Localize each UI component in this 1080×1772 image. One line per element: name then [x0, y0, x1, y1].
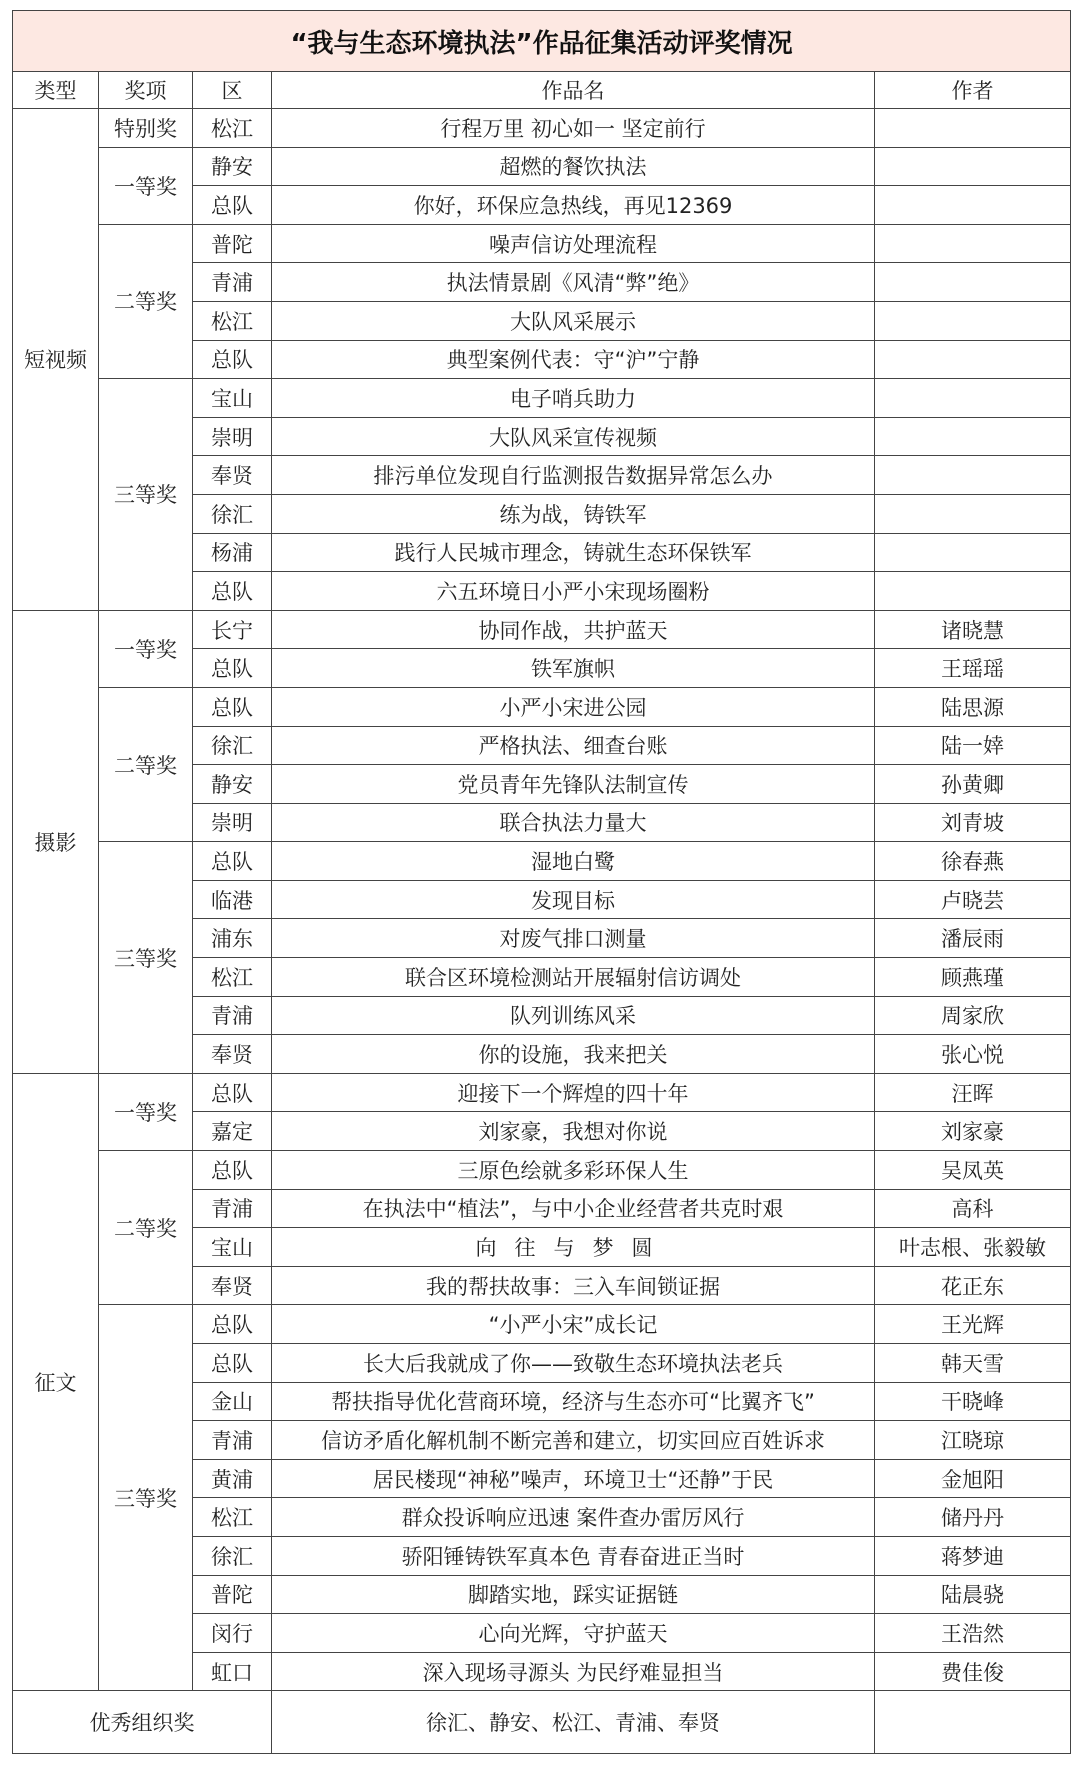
- work-title-cell: 电子哨兵助力: [272, 379, 875, 418]
- district-cell: 闵行: [193, 1614, 272, 1653]
- work-title-cell: 六五环境日小严小宋现场圈粉: [272, 572, 875, 611]
- work-title-cell: 铁军旗帜: [272, 649, 875, 688]
- district-cell: 总队: [193, 340, 272, 379]
- table-row: [13, 1151, 1071, 1190]
- author-cell: 干晓峰: [875, 1382, 1071, 1421]
- author-cell: 花正东: [875, 1266, 1071, 1305]
- table-row: [13, 147, 1071, 186]
- district-cell: 静安: [193, 147, 272, 186]
- district-cell: 松江: [193, 958, 272, 997]
- work-title-cell: 骄阳锤铸铁军真本色 青春奋进正当时: [272, 1536, 875, 1575]
- organization-award-author: [875, 1691, 1071, 1754]
- work-title-cell: 协同作战，共护蓝天: [272, 610, 875, 649]
- work-title-cell: 对废气排口测量: [272, 919, 875, 958]
- district-cell: 总队: [193, 1073, 272, 1112]
- author-cell: 高科: [875, 1189, 1071, 1228]
- author-cell: 卢晓芸: [875, 880, 1071, 919]
- work-title-cell: 大队风采宣传视频: [272, 417, 875, 456]
- work-title-cell: 信访矛盾化解机制不断完善和建立，切实回应百姓诉求: [272, 1421, 875, 1460]
- district-cell: 松江: [193, 301, 272, 340]
- work-title-cell: 践行人民城市理念，铸就生态环保铁军: [272, 533, 875, 572]
- district-cell: 总队: [193, 572, 272, 611]
- district-cell: 青浦: [193, 263, 272, 302]
- district-cell: 长宁: [193, 610, 272, 649]
- district-cell: 总队: [193, 186, 272, 225]
- work-title-cell: 刘家豪，我想对你说: [272, 1112, 875, 1151]
- district-cell: 嘉定: [193, 1112, 272, 1151]
- award-table: [12, 10, 1071, 1754]
- work-title-cell: 典型案例代表：守“沪”宁静: [272, 340, 875, 379]
- table-row: [13, 224, 1071, 263]
- author-cell: [875, 224, 1071, 263]
- work-title-cell: 超燃的餐饮执法: [272, 147, 875, 186]
- work-title-cell: 我的帮扶故事：三入车间锁证据: [272, 1266, 875, 1305]
- work-title-cell: 联合区环境检测站开展辐射信访调处: [272, 958, 875, 997]
- work-title-cell: 发现目标: [272, 880, 875, 919]
- table-row: [13, 610, 1071, 649]
- author-cell: 王瑶瑶: [875, 649, 1071, 688]
- author-cell: 陆晨骁: [875, 1575, 1071, 1614]
- author-cell: 韩天雪: [875, 1344, 1071, 1383]
- header-work: 作品名: [272, 72, 875, 109]
- author-cell: [875, 186, 1071, 225]
- author-cell: 潘辰雨: [875, 919, 1071, 958]
- district-cell: 宝山: [193, 379, 272, 418]
- author-cell: 陆一婞: [875, 726, 1071, 765]
- table-row: [13, 842, 1071, 881]
- district-cell: 松江: [193, 109, 272, 148]
- award-cell: 三等奖: [99, 842, 193, 1074]
- organization-award-districts: 徐汇、静安、松江、青浦、奉贤: [272, 1691, 875, 1754]
- author-cell: [875, 533, 1071, 572]
- table-row: [13, 1305, 1071, 1344]
- table-row: [13, 379, 1071, 418]
- district-cell: 青浦: [193, 996, 272, 1035]
- category-cell: 短视频: [13, 109, 99, 611]
- table-row: [13, 109, 1071, 148]
- district-cell: 奉贤: [193, 1266, 272, 1305]
- author-cell: 陆思源: [875, 687, 1071, 726]
- work-title-cell: 大队风采展示: [272, 301, 875, 340]
- work-title-cell: 湿地白鹭: [272, 842, 875, 881]
- author-cell: [875, 379, 1071, 418]
- work-title-cell: 练为战，铸铁军: [272, 494, 875, 533]
- author-cell: [875, 494, 1071, 533]
- work-title-cell: 党员青年先锋队法制宣传: [272, 765, 875, 804]
- award-cell: 二等奖: [99, 687, 193, 841]
- district-cell: 崇明: [193, 417, 272, 456]
- district-cell: 奉贤: [193, 456, 272, 495]
- header-award: 奖项: [99, 72, 193, 109]
- district-cell: 徐汇: [193, 494, 272, 533]
- district-cell: 金山: [193, 1382, 272, 1421]
- author-cell: 江晓琼: [875, 1421, 1071, 1460]
- work-title-cell: 居民楼现“神秘”噪声，环境卫士“还静”于民: [272, 1459, 875, 1498]
- work-title-cell: 在执法中“植法”，与中小企业经营者共克时艰: [272, 1189, 875, 1228]
- award-cell: 一等奖: [99, 147, 193, 224]
- district-cell: 虹口: [193, 1652, 272, 1691]
- work-title-cell: 严格执法、细查台账: [272, 726, 875, 765]
- work-title-cell: 你的设施，我来把关: [272, 1035, 875, 1074]
- author-cell: 张心悦: [875, 1035, 1071, 1074]
- author-cell: 金旭阳: [875, 1459, 1071, 1498]
- district-cell: 徐汇: [193, 1536, 272, 1575]
- work-title-cell: 帮扶指导优化营商环境，经济与生态亦可“比翼齐飞”: [272, 1382, 875, 1421]
- category-cell: 征文: [13, 1073, 99, 1691]
- author-cell: [875, 109, 1071, 148]
- district-cell: 松江: [193, 1498, 272, 1537]
- author-cell: [875, 147, 1071, 186]
- district-cell: 黄浦: [193, 1459, 272, 1498]
- award-cell: 一等奖: [99, 610, 193, 687]
- work-title-cell: 行程万里 初心如一 坚定前行: [272, 109, 875, 148]
- author-cell: [875, 456, 1071, 495]
- author-cell: 徐春燕: [875, 842, 1071, 881]
- district-cell: 总队: [193, 687, 272, 726]
- work-title-cell: 深入现场寻源头 为民纾难显担当: [272, 1652, 875, 1691]
- author-cell: 诸晓慧: [875, 610, 1071, 649]
- award-cell: 三等奖: [99, 379, 193, 611]
- work-title-cell: 脚踏实地，踩实证据链: [272, 1575, 875, 1614]
- district-cell: 总队: [193, 1151, 272, 1190]
- table-row: [13, 1073, 1071, 1112]
- author-cell: [875, 301, 1071, 340]
- district-cell: 静安: [193, 765, 272, 804]
- work-title-cell: 你好，环保应急热线，再见12369: [272, 186, 875, 225]
- work-title-cell: 心向光辉，守护蓝天: [272, 1614, 875, 1653]
- award-document: [12, 10, 1070, 1754]
- district-cell: 临港: [193, 880, 272, 919]
- district-cell: 宝山: [193, 1228, 272, 1267]
- author-cell: [875, 340, 1071, 379]
- work-title-cell: 执法情景剧《风清“弊”绝》: [272, 263, 875, 302]
- award-cell: 特别奖: [99, 109, 193, 148]
- district-cell: 普陀: [193, 1575, 272, 1614]
- title-row: [13, 11, 1071, 72]
- author-cell: 王浩然: [875, 1614, 1071, 1653]
- district-cell: 浦东: [193, 919, 272, 958]
- district-cell: 普陀: [193, 224, 272, 263]
- footer-row: [13, 1691, 1071, 1754]
- work-title-cell: 群众投诉响应迅速 案件查办雷厉风行: [272, 1498, 875, 1537]
- author-cell: [875, 417, 1071, 456]
- work-title-cell: 长大后我就成了你——致敬生态环境执法老兵: [272, 1344, 875, 1383]
- work-title-cell: 三原色绘就多彩环保人生: [272, 1151, 875, 1190]
- district-cell: 总队: [193, 842, 272, 881]
- header-district: 区: [193, 72, 272, 109]
- author-cell: 储丹丹: [875, 1498, 1071, 1537]
- award-cell: 二等奖: [99, 224, 193, 378]
- author-cell: [875, 263, 1071, 302]
- author-cell: 刘青坡: [875, 803, 1071, 842]
- organization-award-label: 优秀组织奖: [13, 1691, 272, 1754]
- work-title-cell: 小严小宋进公园: [272, 687, 875, 726]
- district-cell: 青浦: [193, 1421, 272, 1460]
- header-row: [13, 72, 1071, 109]
- district-cell: 总队: [193, 1344, 272, 1383]
- work-title-cell: “小严小宋”成长记: [272, 1305, 875, 1344]
- work-title-cell: 队列训练风采: [272, 996, 875, 1035]
- district-cell: 总队: [193, 649, 272, 688]
- header-author: 作者: [875, 72, 1071, 109]
- district-cell: 徐汇: [193, 726, 272, 765]
- work-title-cell: 迎接下一个辉煌的四十年: [272, 1073, 875, 1112]
- author-cell: [875, 572, 1071, 611]
- author-cell: 王光辉: [875, 1305, 1071, 1344]
- district-cell: 崇明: [193, 803, 272, 842]
- work-title-cell: 排污单位发现自行监测报告数据异常怎么办: [272, 456, 875, 495]
- author-cell: 费佳俊: [875, 1652, 1071, 1691]
- award-cell: 二等奖: [99, 1151, 193, 1305]
- header-category: 类型: [13, 72, 99, 109]
- district-cell: 总队: [193, 1305, 272, 1344]
- category-cell: 摄影: [13, 610, 99, 1073]
- district-cell: 奉贤: [193, 1035, 272, 1074]
- work-title-cell: 噪声信访处理流程: [272, 224, 875, 263]
- author-cell: 周家欣: [875, 996, 1071, 1035]
- author-cell: 孙黄卿: [875, 765, 1071, 804]
- work-title-cell: 向往与梦圆: [272, 1228, 875, 1267]
- page-title: “我与生态环境执法”作品征集活动评奖情况: [13, 11, 1071, 72]
- author-cell: 刘家豪: [875, 1112, 1071, 1151]
- district-cell: 杨浦: [193, 533, 272, 572]
- author-cell: 吴凤英: [875, 1151, 1071, 1190]
- work-title-cell: 联合执法力量大: [272, 803, 875, 842]
- author-cell: 叶志根、张毅敏: [875, 1228, 1071, 1267]
- author-cell: 顾燕瑾: [875, 958, 1071, 997]
- district-cell: 青浦: [193, 1189, 272, 1228]
- table-row: [13, 687, 1071, 726]
- award-cell: 一等奖: [99, 1073, 193, 1150]
- author-cell: 蒋梦迪: [875, 1536, 1071, 1575]
- award-cell: 三等奖: [99, 1305, 193, 1691]
- author-cell: 汪晖: [875, 1073, 1071, 1112]
